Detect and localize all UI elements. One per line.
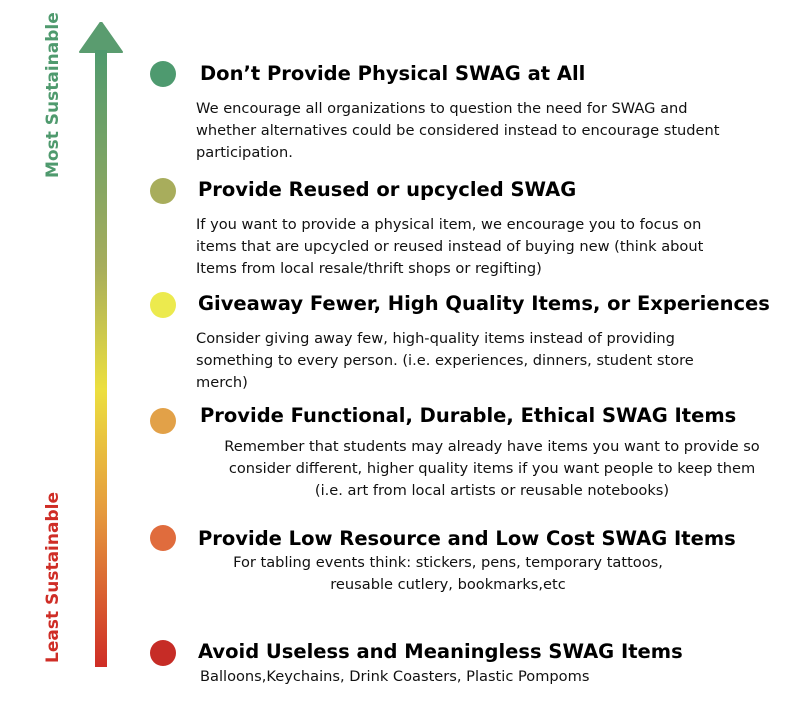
level-2-line-1: If you want to provide a physical item, we encourage you to focus on	[196, 216, 702, 233]
most-sustainable-label: Most Sustainable	[43, 12, 63, 178]
level-5-dot	[150, 525, 176, 551]
level-2-title: Provide Reused or upcycled SWAG	[198, 178, 577, 201]
level-6-description	[200, 666, 589, 688]
level-3-line-2: something to every person. (i.e. experiences, dinners, student store	[196, 352, 694, 369]
level-4-description	[200, 436, 784, 502]
level-3-title: Giveaway Fewer, High Quality Items, or Experiences	[198, 292, 770, 315]
arrow-head	[80, 22, 122, 54]
level-1-line-1: We encourage all organizations to question the need for SWAG and	[196, 100, 688, 117]
level-3-description	[196, 328, 694, 394]
level-6-line-1: Balloons,Keychains, Drink Coasters, Plastic Pompoms	[200, 668, 590, 685]
level-6-title: Avoid Useless and Meaningless SWAG Items	[198, 640, 683, 663]
level-5-line-1: For tabling events think: stickers, pens, temporary tattoos,	[233, 554, 663, 571]
level-3-line-1: Consider giving away few, high-quality items instead of providing	[196, 330, 675, 347]
level-6-dot	[150, 640, 176, 666]
level-1-line-3: participation.	[196, 144, 293, 161]
level-2-line-3: Items from local resale/thrift shops or regifting)	[196, 260, 542, 277]
level-4-line-3: (i.e. art from local artists or reusable notebooks)	[314, 482, 670, 499]
level-4-title: Provide Functional, Durable, Ethical SWAG Items	[200, 404, 737, 427]
level-1-line-2: whether alternatives could be considered instead to encourage student	[196, 122, 720, 139]
level-5-description	[198, 552, 698, 596]
level-3-dot	[150, 292, 176, 318]
level-1-dot	[150, 61, 176, 87]
level-5-title: Provide Low Resource and Low Cost SWAG Items	[198, 527, 736, 550]
least-sustainable-label: Least Sustainable	[43, 492, 63, 663]
level-3-line-3: merch)	[196, 374, 248, 391]
level-2-line-2: items that are upcycled or reused instead of buying new (think about	[196, 238, 704, 255]
level-4-dot	[150, 408, 176, 434]
level-1-description	[196, 98, 720, 164]
level-4-line-1: Remember that students may already have items you want to provide so	[224, 438, 760, 455]
arrow-shaft	[95, 50, 107, 667]
sustainability-arrow	[78, 22, 124, 670]
level-1-title: Don’t Provide Physical SWAG at All	[200, 62, 586, 85]
level-5-line-2: reusable cutlery, bookmarks,etc	[330, 576, 566, 593]
level-2-dot	[150, 178, 176, 204]
level-2-description	[196, 214, 703, 280]
level-4-line-2: consider different, higher quality items if you want people to keep them	[228, 460, 756, 477]
